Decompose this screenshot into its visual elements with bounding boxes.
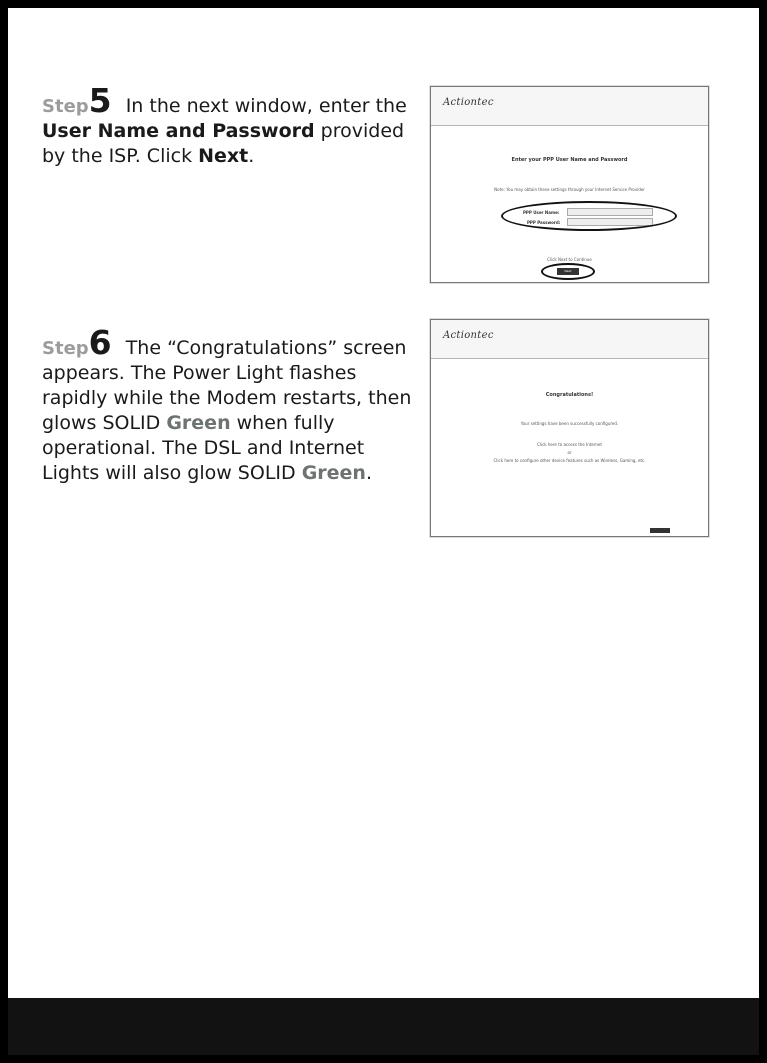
- highlight-oval-next: [541, 263, 595, 280]
- step-5-bold-credentials: User Name and Password: [42, 120, 315, 142]
- step-5-text-2: provided by the ISP. Click: [42, 120, 405, 167]
- actiontec-logo: Actiontec: [443, 330, 494, 341]
- screenshot-header: [431, 87, 708, 126]
- next-button[interactable]: Next: [557, 268, 579, 275]
- step-5-text-3: .: [248, 145, 255, 167]
- footer-button: [650, 528, 670, 533]
- step-5-bold-next: Next: [198, 145, 249, 167]
- step-6-number: 6: [88, 323, 112, 362]
- step-6-text-1: The “Congratulations” screen appears. The Power Light flashes rapidly while the Modem restarts, then glows SOLID: [42, 337, 412, 434]
- ppp-heading: Enter your PPP User Name and Password: [511, 157, 628, 163]
- ppp-user-label: PPP User Name:: [523, 210, 560, 215]
- footer-bar: [8, 998, 759, 1055]
- step-6-text-3: .: [365, 462, 372, 484]
- step-5-label: Step: [42, 96, 89, 117]
- step-5-instruction: [42, 81, 412, 169]
- access-internet-link[interactable]: Click here to access the Internet: [537, 442, 602, 447]
- configure-features-link[interactable]: Click here to configure other device features such as Wireless, Gaming, etc.: [493, 458, 646, 463]
- step-5-text-1: In the next window, enter the: [125, 95, 407, 117]
- step-6-green-2: Green: [301, 462, 366, 484]
- ppp-instruction: Note: You may obtain these settings through your Internet Service Provider: [494, 187, 645, 192]
- screenshot-header: [431, 320, 708, 359]
- congratulations-heading: Congratulations!: [545, 392, 594, 398]
- step-6-green-1: Green: [166, 412, 231, 434]
- continue-text: Click Next to Continue: [547, 257, 592, 262]
- step-6-label: Step: [42, 338, 89, 359]
- ppp-password-label: PPP Password:: [527, 220, 561, 225]
- ppp-login-screenshot: [430, 86, 709, 283]
- configured-message: Your settings have been successfully configured.: [520, 421, 619, 426]
- or-text: or: [567, 450, 572, 455]
- manual-page: [8, 8, 759, 1055]
- congratulations-screenshot: [430, 319, 709, 537]
- step-5-number: 5: [88, 81, 112, 120]
- step-6-text-2: when fully operational. The DSL and Internet Lights will also glow SOLID: [42, 412, 365, 484]
- actiontec-logo: Actiontec: [443, 97, 494, 108]
- highlight-oval-fields: [501, 201, 677, 231]
- step-6-instruction: [42, 323, 412, 486]
